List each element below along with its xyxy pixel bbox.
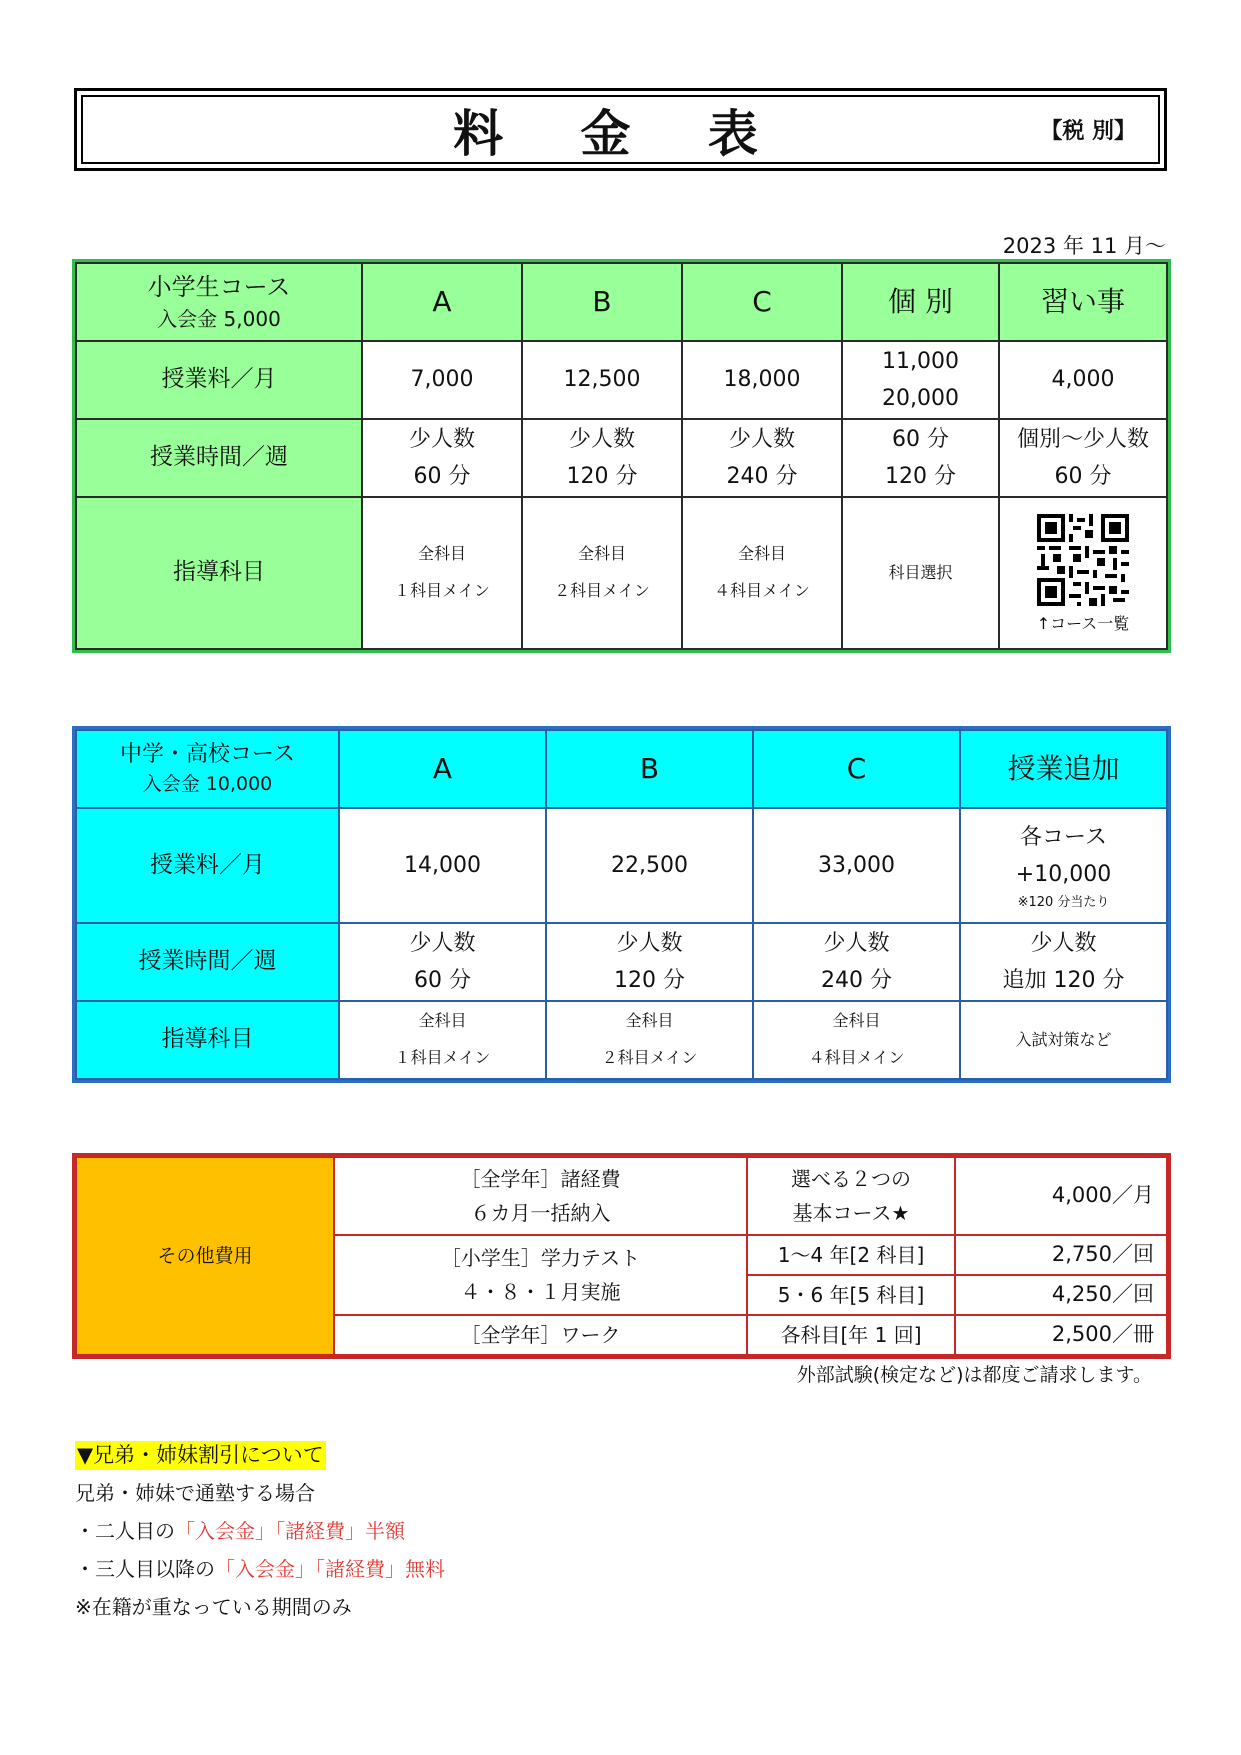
column-header: A [339, 730, 546, 808]
time-minutes: 60 分 [1054, 464, 1112, 489]
time-format: 個別～少人数 [1016, 426, 1149, 452]
secondary-fee-table [75, 729, 1168, 1080]
subject-cell: 入試対策など [960, 1001, 1167, 1079]
time-minutes: 120 分 [885, 464, 956, 489]
time-cell [999, 419, 1167, 497]
time-cell [339, 923, 546, 1001]
discount-line-prefix: ・三人目以降の [75, 1557, 215, 1581]
fee-price: 2,500／冊 [955, 1315, 1167, 1355]
column-header: C [753, 730, 960, 808]
fee-cell: 7,000 [362, 341, 522, 419]
subject-focus: ４科目メイン [714, 581, 810, 600]
subject-cell [522, 497, 682, 649]
column-header: A [362, 263, 522, 341]
row-label: 授業時間／週 [76, 923, 339, 1001]
discount-title: ▼兄弟・姉妹割引について [75, 1441, 326, 1470]
table-row [76, 1001, 1167, 1079]
course-header [76, 263, 362, 341]
subject-cell [339, 1001, 546, 1079]
time-minutes: 120 分 [566, 464, 638, 489]
time-format: 少人数 [408, 426, 475, 452]
fee-cell: 4,000 [999, 341, 1167, 419]
subject-focus: １科目メイン [394, 581, 490, 600]
table-row [76, 497, 1167, 649]
qr-caption: ↑コース一覧 [1036, 614, 1130, 634]
discount-intro: 兄弟・姉妹で通塾する場合 [75, 1481, 315, 1505]
time-format: 少人数 [616, 930, 683, 956]
subject-scope: 全科目 [418, 1011, 467, 1031]
qr-code-icon[interactable] [1037, 514, 1129, 606]
fee-price: 4,000／月 [955, 1157, 1167, 1235]
table-row [76, 341, 1167, 419]
time-cell [842, 419, 999, 497]
row-label: 授業時間／週 [76, 419, 362, 497]
fee-condition [747, 1157, 955, 1235]
column-header: 個 別 [842, 263, 999, 341]
time-minutes: 240 分 [821, 968, 892, 993]
fee-cell: 14,000 [339, 808, 546, 923]
time-cell [546, 923, 753, 1001]
subject-scope: 全科目 [737, 544, 786, 564]
fee-cell [842, 341, 999, 419]
time-minutes: 60 分 [414, 968, 471, 993]
table-row [76, 263, 1167, 341]
fee-price: 2,750／回 [955, 1235, 1167, 1275]
title-inner-frame [81, 95, 1160, 164]
fee-extra-scope: 各コース [1020, 825, 1107, 851]
column-header: 習い事 [999, 263, 1167, 341]
fee-cell: 22,500 [546, 808, 753, 923]
elementary-fee-table [75, 262, 1168, 650]
row-label: 指導科目 [76, 1001, 339, 1079]
fee-extra-note: ※120 分当たり [1017, 894, 1110, 910]
time-cell [522, 419, 682, 497]
column-header: 授業追加 [960, 730, 1167, 808]
enrollment-fee: 入会金 10,000 [142, 773, 273, 796]
subject-focus: １科目メイン [394, 1048, 491, 1067]
external-exam-note: 外部試験(検定など)は都度ご請求します。 [796, 1364, 1152, 1386]
table-row [76, 808, 1167, 923]
fee-condition-line: 基本コース★ [792, 1201, 910, 1225]
fee-item-detail: ４・８・１月実施 [460, 1280, 621, 1304]
fee-extra-value: +10,000 [1015, 862, 1112, 888]
fee-item [334, 1157, 747, 1235]
course-name: 小学生コース [147, 273, 291, 302]
time-minutes: 60 分 [413, 464, 471, 489]
subject-focus: ２科目メイン [554, 581, 650, 600]
subject-cell [682, 497, 842, 649]
discount-line-prefix: ・二人目の [75, 1519, 175, 1543]
subject-scope: 全科目 [577, 544, 626, 564]
column-header: B [546, 730, 753, 808]
time-minutes: 120 分 [614, 968, 685, 993]
time-minutes: 追加 120 分 [1002, 968, 1125, 993]
subject-scope: 全科目 [832, 1011, 881, 1031]
fee-value: 11,000 [882, 348, 959, 374]
fee-item [334, 1235, 747, 1315]
fee-cell: 12,500 [522, 341, 682, 419]
row-label: 指導科目 [76, 497, 362, 649]
enrollment-fee: 入会金 5,000 [157, 306, 281, 331]
time-cell [960, 923, 1167, 1001]
time-format: 60 分 [892, 426, 949, 452]
course-header [76, 730, 339, 808]
fee-item: ［全学年］ワーク [334, 1315, 747, 1355]
discount-line-highlight: 「入会金」「諸経費」半額 [175, 1519, 405, 1543]
fee-condition: 1～4 年[2 科目] [747, 1235, 955, 1275]
time-format: 少人数 [1030, 930, 1097, 956]
fee-price: 4,250／回 [955, 1275, 1167, 1315]
time-format: 少人数 [728, 426, 795, 452]
page-title: 料 金 表 [453, 104, 788, 163]
effective-date: 2023 年 11 月～ [1002, 234, 1166, 258]
subject-focus: ２科目メイン [601, 1048, 698, 1067]
fee-value: 20,000 [882, 386, 959, 411]
time-cell [753, 923, 960, 1001]
time-cell [362, 419, 522, 497]
fee-condition: 各科目[年 1 回] [747, 1315, 955, 1355]
fee-cell: 33,000 [753, 808, 960, 923]
tax-note: 【税 別】 [1040, 119, 1136, 144]
subject-scope: 全科目 [625, 1011, 674, 1031]
subject-scope: 全科目 [417, 544, 466, 564]
other-fees-table [75, 1156, 1168, 1356]
fee-condition-line: 選べる２つの [791, 1167, 911, 1191]
table-row [76, 419, 1167, 497]
subject-cell [546, 1001, 753, 1079]
discount-footnote: ※在籍が重なっている期間のみ [75, 1595, 352, 1619]
row-label: 授業料／月 [76, 341, 362, 419]
subject-focus: ４科目メイン [808, 1048, 905, 1067]
subject-cell [753, 1001, 960, 1079]
fee-item-name: ［全学年］諸経費 [460, 1167, 621, 1191]
column-header: B [522, 263, 682, 341]
time-minutes: 240 分 [726, 464, 798, 489]
discount-line-highlight: 「入会金」「諸経費」無料 [215, 1557, 445, 1581]
other-fees-label: その他費用 [76, 1157, 334, 1355]
course-name: 中学・高校コース [120, 742, 295, 768]
time-format: 少人数 [409, 930, 476, 956]
row-label: 授業料／月 [76, 808, 339, 923]
fee-condition: 5・6 年[5 科目] [747, 1275, 955, 1315]
fee-cell [960, 808, 1167, 923]
fee-item-name: ［小学生］学力テスト [440, 1246, 641, 1270]
discount-line-third [75, 1555, 445, 1583]
table-row [76, 1157, 1167, 1235]
fee-item-detail: ６カ月一括納入 [470, 1201, 611, 1225]
qr-cell [999, 497, 1167, 649]
column-header: C [682, 263, 842, 341]
subject-cell [362, 497, 522, 649]
title-box [74, 88, 1167, 171]
time-cell [682, 419, 842, 497]
time-format: 少人数 [568, 426, 635, 452]
fee-cell: 18,000 [682, 341, 842, 419]
table-row [76, 923, 1167, 1001]
subject-cell: 科目選択 [842, 497, 999, 649]
discount-line-second [75, 1517, 405, 1545]
time-format: 少人数 [823, 930, 890, 956]
table-row [76, 730, 1167, 808]
